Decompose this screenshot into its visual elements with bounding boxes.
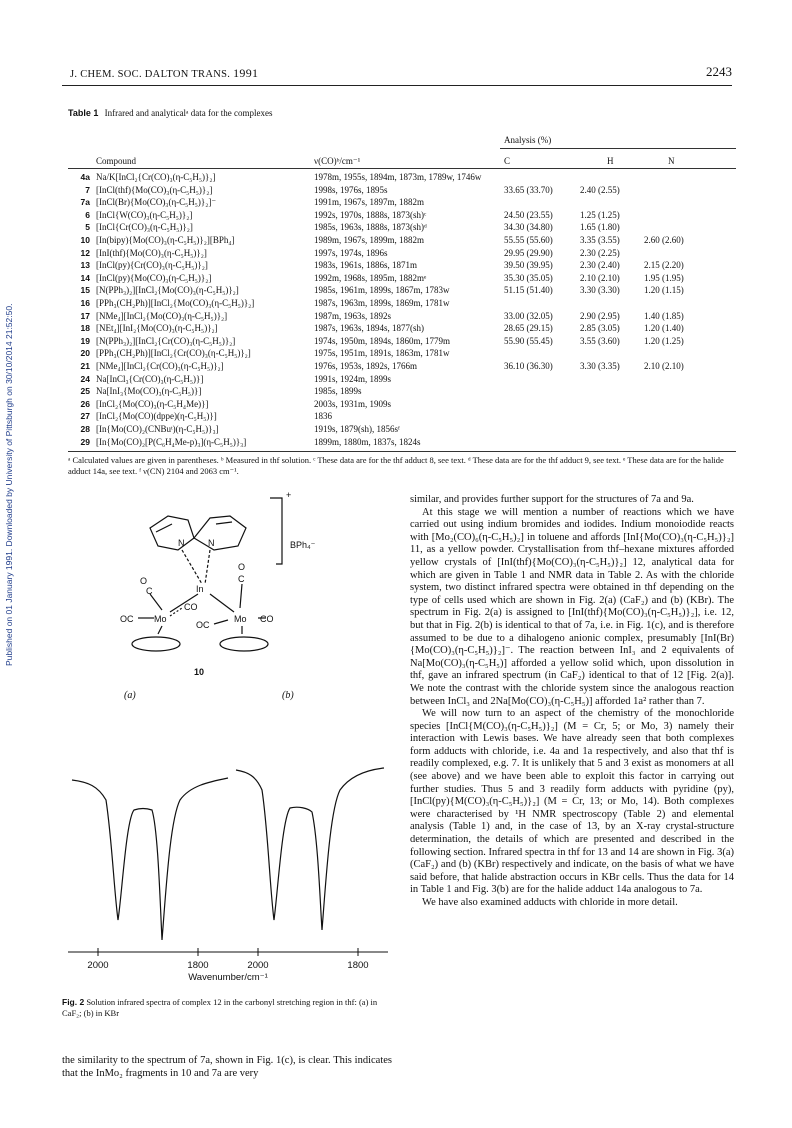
table-cell-c: 39.50 (39.95) xyxy=(504,260,553,271)
spectrum-b xyxy=(236,768,384,930)
left-column-text xyxy=(62,1055,392,1080)
table-cell-c: 55.90 (55.45) xyxy=(504,335,553,346)
table-cell-h: 2.10 (2.10) xyxy=(580,272,620,283)
table-cell-ir: 1992m, 1968s, 1895m, 1882mᵉ xyxy=(314,272,427,283)
table-cell-ir: 1976s, 1953s, 1892s, 1766m xyxy=(314,361,418,371)
table-cell-num: 5 xyxy=(85,222,90,233)
table-cell-c: 33.65 (33.70) xyxy=(504,184,553,195)
table-foot-rule xyxy=(68,451,736,452)
cp-ring-right xyxy=(220,637,268,651)
pyridine-ring-right xyxy=(194,516,246,550)
paragraph: the similarity to the spectrum of 7a, shown in Fig. 1(c), is clear. This indicates that the InMo₂ fragments in 10 and 7a are very xyxy=(62,1055,392,1079)
figure-caption xyxy=(62,997,392,1018)
col-ir: ν(CO)ᵇ/cm⁻¹ xyxy=(314,156,361,166)
label-mo1: Mo xyxy=(154,614,167,624)
label-n1: N xyxy=(178,538,185,548)
table-caption-text: Infrared and analyticalᵃ data for the complexes xyxy=(104,108,273,118)
table-cell-num: 29 xyxy=(80,436,90,447)
col-c: C xyxy=(504,156,511,166)
table-cell-compound: [In(bipy){Mo(CO)₃(η-C₅H₅)}₂][BPh₄] xyxy=(96,235,235,245)
table-cell-compound: [InCl₂{Mo(CO)₃(η-C₅H₄Me)}] xyxy=(96,398,209,409)
x-axis-label: Wavenumber/cm⁻¹ xyxy=(188,972,268,980)
table-cell-h: 1.65 (1.80) xyxy=(580,222,620,233)
table-cell-compound: [PPh₃(CH₂Ph)][InCl₂{Cr(CO)₃(η-C₅H₅)}₂] xyxy=(96,348,251,359)
label-mo2: Mo xyxy=(234,614,247,624)
table-cell-compound: [PPh₃(CH₂Ph)][InCl₂{Mo(CO)₃(η-C₅H₅)}₂] xyxy=(96,298,255,308)
table-cell-compound: [InCl(Br){Mo(CO)₃(η-C₅H₅)}₂]⁻ xyxy=(96,197,217,208)
figure-caption-text: Solution infrared spectra of complex 12 in the carbonyl stretching region in thf: (a) in CaF₂; (b) in KBr xyxy=(62,997,378,1018)
label-o1: O xyxy=(140,576,148,586)
label-counterion: BPh₄⁻ xyxy=(290,540,316,550)
table-cell-compound: [In{Mo(CO)₂[P(C₆H₄Me-p)₃](η-C₅H₅)}₃] xyxy=(96,436,247,447)
table-cell-compound: [N(PPh₃)₂][InCl₂{Mo(CO)₃(η-C₅H₅)}₂] xyxy=(96,285,239,296)
table-cell-ir: 1919s, 1879(sh), 1856sᶠ xyxy=(314,424,400,434)
table-cell-ir: 1899m, 1880m, 1837s, 1824s xyxy=(314,436,421,447)
table-cell-num: 19 xyxy=(80,335,90,346)
table-cell-compound: [NMe₄][InCl₂{Cr(CO)₃(η-C₅H₅)}₂] xyxy=(96,361,224,371)
table-cell-n: 1.20 (1.40) xyxy=(644,323,684,334)
tick-label: 2000 xyxy=(87,960,109,971)
table-cell-num: 28 xyxy=(80,424,90,434)
table-cell-compound: [InCl{Cr(CO)₃(η-C₅H₅)}₂] xyxy=(96,222,193,233)
table-cell-n: 2.10 (2.10) xyxy=(644,361,684,371)
table-cell-compound: [InCl(thf){Mo(CO)₃(η-C₅H₅)}₂] xyxy=(96,184,213,195)
panel-a-label: (a) xyxy=(124,690,136,701)
table-cell-n: 2.60 (2.60) xyxy=(644,235,684,245)
table-cell-n: 1.40 (1.85) xyxy=(644,310,684,321)
table-cell-ir: 1987s, 1963s, 1894s, 1877(sh) xyxy=(314,323,425,334)
table-cell-compound: [N(PPh₃)₂][InCl₂{Cr(CO)₃(η-C₅H₅)}₂] xyxy=(96,335,236,346)
table-cell-h: 2.30 (2.25) xyxy=(580,247,620,258)
table-cell-num: 12 xyxy=(80,247,90,258)
table-cell-num: 16 xyxy=(80,298,90,308)
paragraph: We will now turn to an aspect of the chemistry of the monochloride species [InCl{M(CO)₃(η-C₅H₅)}₂] (M = Cr, 5; or Mo, 3) namely their interaction with Lewis bases. We have already seen that both complexes form adducts with chloride, i.e. 4a and 1a respectively, and also that thf is readily complexed, e.g. 7. It is unlikely that 5 and 3 exist as monomers at all (see above) and we have been able to exploit this factor in carrying out further studies. Thus 5 and 3 readily form adducts with pyridine (py), [InCl(py){M(CO)₃(η-C₅H₅)}₂] (M = Cr, 13; or Mo, 14). Both complexes were characterised by ¹H NMR spectroscopy (Table 2) and elemental analysis (Table 1) and, in the case of 13, by an X-ray crystal-structure determination, the details of which are presented and described in the following section. Infrared spectra in thf for 13 and 14 are shown in Fig. 3(a) (CaF₂) and (b) (KBr) respectively and indicate, on the basis of what we have said before, that halide abstraction occurs in KBr cells. Thus the data for 14 in Table 1 and Fig. 3(b) are for the halide adduct 14a analogous to 7a. xyxy=(410,708,734,896)
col-compound: Compound xyxy=(96,156,137,166)
table-cell-ir: 1998s, 1976s, 1895s xyxy=(314,184,388,195)
table-cell-compound: [InCl(py){Cr(CO)₃(η-C₅H₅)}₂] xyxy=(96,260,208,271)
paragraph: similar, and provides further support for the structures of 7a and 9a. xyxy=(410,494,694,505)
table-cell-num: 7a xyxy=(80,197,90,208)
table-cell-h: 2.30 (2.40) xyxy=(580,260,620,271)
table-cell-c: 28.65 (29.15) xyxy=(504,323,553,334)
table-cell-compound: [NMe₄][InCl₂{Mo(CO)₃(η-C₅H₅)}₂] xyxy=(96,310,228,321)
table-cell-ir: 1975s, 1951m, 1891s, 1863m, 1781w xyxy=(314,348,450,359)
table-cell-num: 17 xyxy=(80,310,90,321)
analysis-header: Analysis (%) xyxy=(504,135,552,145)
label-c1: C xyxy=(146,586,153,596)
right-column-text xyxy=(410,494,734,910)
table-cell-c: 24.50 (23.55) xyxy=(504,209,553,220)
table-cell-num: 14 xyxy=(80,272,90,283)
table-head-rule xyxy=(68,168,736,169)
table-cell-num: 20 xyxy=(80,348,90,359)
table-cell-num: 24 xyxy=(80,373,90,384)
table-cell-compound: [InCl{W(CO)₃(η-C₅H₅)}₂] xyxy=(96,209,193,220)
table-cell-num: 26 xyxy=(80,398,90,409)
table-cell-h: 2.40 (2.55) xyxy=(580,184,620,195)
table-cell-h: 3.30 (3.35) xyxy=(580,361,620,371)
table-cell-num: 18 xyxy=(80,323,90,334)
table-cell-num: 7 xyxy=(85,184,90,195)
table-cell-c: 55.55 (55.60) xyxy=(504,235,553,245)
label-oc1: OC xyxy=(120,614,134,624)
table-cell-ir: 1989m, 1967s, 1899m, 1882m xyxy=(314,235,425,245)
journal-year: 1991 xyxy=(233,66,259,80)
table-cell-num: 10 xyxy=(80,235,90,245)
table-cell-ir: 1997s, 1974s, 1896s xyxy=(314,247,388,258)
table-cell-num: 13 xyxy=(80,260,90,271)
table-cell-c: 29.95 (29.90) xyxy=(504,247,553,258)
header-rule xyxy=(62,85,732,86)
table-cell-n: 1.20 (1.25) xyxy=(644,335,684,346)
label-o2: O xyxy=(238,562,246,572)
table-cell-ir: 1974s, 1950m, 1894s, 1860m, 1779m xyxy=(314,335,451,346)
table-cell-n: 1.95 (1.95) xyxy=(644,272,684,283)
table-cell-compound: Na/K[InCl₂{Cr(CO)₃(η-C₅H₅)}₂] xyxy=(96,172,216,182)
label-co1: CO xyxy=(184,602,198,612)
table-cell-c: 51.15 (51.40) xyxy=(504,285,553,296)
cp-ring-left xyxy=(132,637,180,651)
table-cell-h: 1.25 (1.25) xyxy=(580,209,620,220)
table-cell-c: 34.30 (34.80) xyxy=(504,222,553,233)
label-charge: + xyxy=(286,490,292,500)
table-cell-ir: 2003s, 1931m, 1909s xyxy=(314,398,392,409)
label-compound: 10 xyxy=(194,667,205,677)
table-cell-h: 3.30 (3.30) xyxy=(580,285,620,296)
paragraph: At this stage we will mention a number of reactions which we have carried out using indium bromides and iodides. Indium monoiodide reacts with [Mo₂(CO)₆(η-C₅H₅)₂] in toluene and affords [InI{Mo(CO)₃(η-C₅H₅)}₂] 11, as a yellow powder. Crystallisation from thf–hexane mixtures afforded yellow crystals of [InI(thf){Mo(CO)₃(η-C₅H₅)}₂] 12, analytical data for which are given in Table 1 and NMR data in Table 2. As with the chloride system, two distinct infrared spectra were obtained in thf depending on the type of cells used which are shown in Fig. 2(a) (CaF₂) and (b) (KBr). The spectrum in Fig. 2(a) is assigned to [InI(thf){Mo(CO)₃(η-C₅H₅)}₂], i.e. 12, but that in Fig. 2(b) is identical to that of 7a, i.e. in Fig. 1(c), and is therefore assumed to be due to a dihalogeno anionic complex, presumably [InI(Br){Mo(CO)₃(η-C₅H₅)}₂]⁻. The reaction between InI₃ and 2 equivalents of Na[Mo(CO)₃(η-C₅H₅)] afforded a yellow solid which, upon dissolution in thf, gave an infrared spectrum (in CaF₂) identical to that of 12 [Fig. 2(a)]. We note the contrast with the chloride system since the analogous reaction between InCl₃ and 2Na[Mo(CO)₃(η-C₅H₅)] afforded 1a² rather than 7. xyxy=(410,506,734,707)
table-cell-h: 2.85 (3.05) xyxy=(580,323,620,334)
spectrum-a xyxy=(72,778,228,940)
table-cell-compound: [InCl₂{Mo(CO)(dppe)(η-C₅H₅)}] xyxy=(96,411,217,422)
table-cell-compound: [InI(thf){Mo(CO)₃(η-C₅H₅)}₂] xyxy=(96,247,207,258)
table-cell-ir: 1985s, 1899s xyxy=(314,386,362,397)
table-cell-ir: 1992s, 1970s, 1888s, 1873(sh)ᶜ xyxy=(314,209,427,220)
table-cell-ir: 1983s, 1961s, 1886s, 1871m xyxy=(314,260,418,271)
tick-label: 1800 xyxy=(347,960,369,971)
panel-b-label: (b) xyxy=(282,690,294,701)
table-cell-c: 33.00 (32.05) xyxy=(504,310,553,321)
table-cell-h: 2.90 (2.95) xyxy=(580,310,620,321)
table-cell-ir: 1978m, 1955s, 1894m, 1873m, 1789w, 1746w xyxy=(314,172,482,182)
table-cell-h: 3.55 (3.60) xyxy=(580,335,620,346)
table-cell-compound: [InCl(py){Mo(CO)₃(η-C₅H₅)}₂] xyxy=(96,272,212,283)
label-in: In xyxy=(196,584,204,594)
table-cell-num: 25 xyxy=(80,386,90,397)
table-cell-compound: Na[InI₃{Mo(CO)₃(η-C₅H₅)}] xyxy=(96,386,202,397)
table-cell-compound: [NEt₄][InI₂{Mo(CO)₃(η-C₅H₅)}₂] xyxy=(96,323,218,334)
label-n2: N xyxy=(208,538,215,548)
table-cell-ir: 1985s, 1963s, 1888s, 1873(sh)ᵈ xyxy=(314,222,427,233)
table-cell-c: 35.30 (35.05) xyxy=(504,272,553,283)
journal-name: J. CHEM. SOC. DALTON TRANS. xyxy=(70,69,231,80)
table-cell-num: 27 xyxy=(80,411,90,422)
table-cell-ir: 1987m, 1963s, 1892s xyxy=(314,310,392,321)
table-cell-ir: 1991m, 1967s, 1897m, 1882m xyxy=(314,197,425,208)
figure-label: Fig. 2 xyxy=(62,997,85,1007)
page-number: 2243 xyxy=(706,64,732,79)
table-cell-compound: Na[InCl₃{Cr(CO)₃(η-C₅H₅)}] xyxy=(96,373,204,384)
structure-diagram xyxy=(110,488,370,678)
col-h: H xyxy=(607,156,614,166)
label-co2: CO xyxy=(260,614,274,624)
pyridine-ring-left xyxy=(150,516,194,550)
table-caption xyxy=(68,108,273,118)
table-cell-h: 3.35 (3.55) xyxy=(580,235,620,245)
running-head xyxy=(70,66,258,81)
table-cell-c: 36.10 (36.30) xyxy=(504,361,553,371)
table-footnote: ᵃ Calculated values are given in parentheses. ᵇ Measured in thf solution. ᶜ These data are for the thf adduct 8, see text. ᵈ These data are for the thf adduct 9, see text. ᵉ These data are for the halide adduct 14a, see text. ᶠ ν(CN) 2104 and 2063 cm⁻¹. xyxy=(68,455,724,476)
table-cell-n: 2.15 (2.20) xyxy=(644,260,684,271)
paragraph: We have also examined adducts with chloride in more detail. xyxy=(422,897,678,908)
tick-label: 2000 xyxy=(247,960,269,971)
label-oc2: OC xyxy=(196,620,210,630)
col-n: N xyxy=(668,156,675,166)
table-cell-ir: 1985s, 1961m, 1899s, 1867m, 1783w xyxy=(314,285,450,296)
ir-spectra xyxy=(68,690,388,980)
table-cell-num: 4a xyxy=(80,172,90,182)
label-c2: C xyxy=(238,574,245,584)
table-cell-ir: 1987s, 1963m, 1899s, 1869m, 1781w xyxy=(314,298,450,308)
table-cell-n: 1.20 (1.15) xyxy=(644,285,684,296)
table-cell-ir: 1991s, 1924m, 1899s xyxy=(314,373,392,384)
table-label: Table 1 xyxy=(68,108,99,118)
tick-label: 1800 xyxy=(187,960,209,971)
table-cell-num: 6 xyxy=(85,209,90,220)
analysis-rule xyxy=(500,148,736,149)
table-cell-num: 15 xyxy=(80,285,90,296)
table-cell-compound: [In{Mo(CO)₂(CNBuᵗ)(η-C₅H₅)}₃] xyxy=(96,424,219,434)
table-cell-ir: 1836 xyxy=(314,411,332,422)
table-cell-num: 21 xyxy=(80,361,90,371)
download-note: Published on 01 January 1991. Downloaded by University of Pittsburgh on 30/10/2014 21:52:50. xyxy=(4,303,14,667)
